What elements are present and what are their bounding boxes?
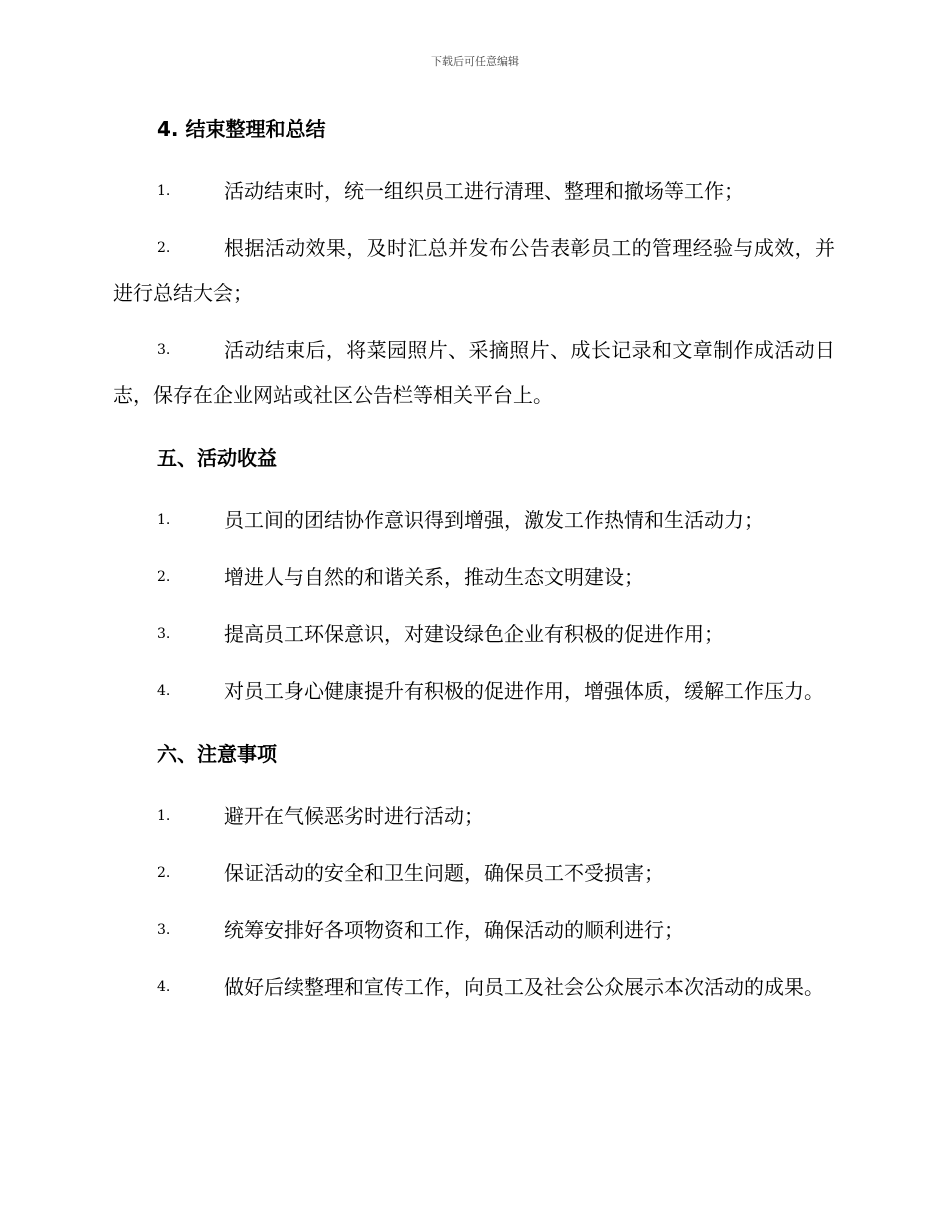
list-item-number: 4.: [157, 683, 171, 699]
list-item-text: 保证活动的安全和卫生问题，确保员工不受损害；: [224, 861, 664, 885]
list-item-number: 2.: [157, 240, 171, 256]
list-item: [113, 169, 835, 214]
list-item: [113, 555, 835, 600]
list-item-text: 提高员工环保意识，对建设绿色企业有积极的促进作用；: [224, 622, 724, 646]
list-item: [113, 669, 835, 714]
list-item-number: 3.: [157, 922, 171, 938]
list-item: [113, 908, 835, 953]
list-item: [113, 226, 835, 316]
document-body: [113, 112, 835, 1033]
section-heading-summary: 4. 结束整理和总结: [157, 117, 326, 141]
list-item-text: 做好后续整理和宣传工作，向员工及社会公众展示本次活动的成果。: [224, 975, 824, 999]
list-item-number: 4.: [157, 979, 171, 995]
list-item: [113, 851, 835, 896]
list-item-text: 对员工身心健康提升有积极的促进作用，增强体质，缓解工作压力。: [224, 679, 824, 703]
list-item-text: 根据活动效果，及时汇总并发布公告表彰员工的管理经验与成效，并进行总结大会；: [113, 236, 835, 305]
list-item-text: 统筹安排好各项物资和工作，确保活动的顺利进行；: [224, 918, 684, 942]
list-item-text: 避开在气候恶劣时进行活动；: [224, 804, 484, 828]
list-item-text: 活动结束时，统一组织员工进行清理、整理和撤场等工作；: [224, 179, 744, 203]
list-item-text: 员工间的团结协作意识得到增强，激发工作热情和生活动力；: [224, 508, 764, 532]
page-header: 下载后可任意编辑: [431, 55, 519, 68]
section-heading-notes: 六、注意事项: [157, 742, 277, 766]
list-item: [113, 328, 835, 418]
list-item: [113, 794, 835, 839]
list-item-text: 活动结束后，将菜园照片、采摘照片、成长记录和文章制作成活动日志，保存在企业网站或社区公告栏等相关平台上。: [113, 338, 835, 407]
list-item: [113, 498, 835, 543]
list-item-number: 1.: [157, 183, 171, 199]
list-item-number: 3.: [157, 342, 171, 358]
section-heading-benefits: 五、活动收益: [157, 446, 277, 470]
list-item-number: 3.: [157, 626, 171, 642]
list-item-number: 2.: [157, 865, 171, 881]
list-item: [113, 612, 835, 657]
list-item-number: 2.: [157, 569, 171, 585]
list-item-text: 增进人与自然的和谐关系，推动生态文明建设；: [224, 565, 644, 589]
list-item-number: 1.: [157, 808, 171, 824]
list-item: [113, 965, 835, 1010]
list-item-number: 1.: [157, 512, 171, 528]
